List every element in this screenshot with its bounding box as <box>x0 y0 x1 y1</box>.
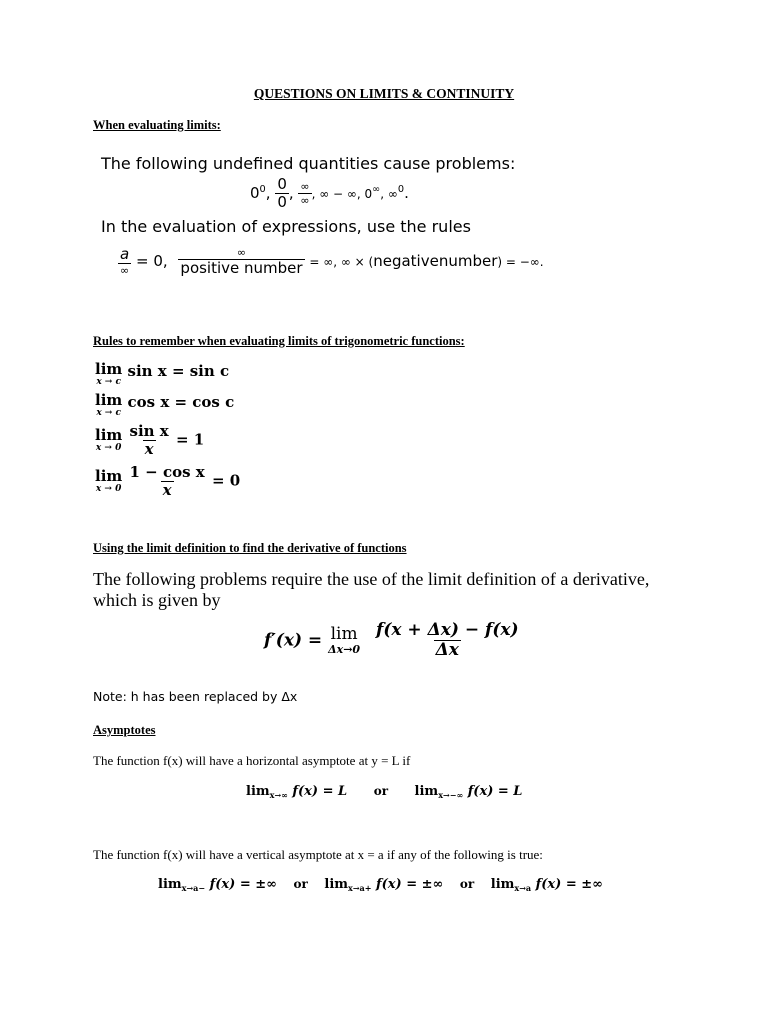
heading-derivative-definition: Using the limit definition to find the derivative of functions <box>93 541 407 555</box>
derivative-note: Note: h has been replaced by Δx <box>93 689 298 704</box>
horizontal-asymptote-condition: $\lim_{x\to\infty} f(x) = L$ or $\lim_{x\to-\infty} f(x) = L$ <box>246 784 523 800</box>
derivative-paragraph-line2: which is given by <box>93 590 221 610</box>
heading-evaluating-limits: When evaluating limits: <box>93 118 221 132</box>
derivative-paragraph-line1: The following problems require the use of the limit definition of a derivative, <box>93 569 650 589</box>
evaluation-rules-formula: $\frac{a}{\infty}$ = 0, $\frac{\infty}{\text{positive number}}$ = ∞, ∞ × (negativenumber) = −∞. <box>120 245 544 277</box>
undefined-quantities-list: $0^0$, $\frac{0}{0}$ , $\frac{\infty}{\infty}$ , ∞ − ∞, 0∞, ∞$^0$. <box>250 175 409 211</box>
document-title: QUESTIONS ON LIMITS & CONTINUITY <box>253 86 515 101</box>
heading-asymptotes: Asymptotes <box>93 723 156 737</box>
derivative-formula: f′(x) = lim Δx→0 $\frac{f(x + \Delta x) - f(x)}{\Delta x}$ <box>264 620 519 660</box>
trig-rule-sin: lim x → c sin x = sin c <box>95 360 230 387</box>
trig-rule-sinx-over-x: lim x → 0 $\frac{\text{sin x}}{x}$ = 1 <box>95 422 205 458</box>
evaluation-rules-line: In the evaluation of expressions, use the rules <box>101 217 471 236</box>
vertical-asymptote-text: The function f(x) will have a vertical asymptote at x = a if any of the following is true: <box>93 847 543 862</box>
heading-trig-limits: Rules to remember when evaluating limits of trigonometric functions: <box>93 334 465 348</box>
vertical-asymptote-conditions: $\lim_{x\to a-} f(x)$ = ±∞ or $\lim_{x\to a+} f(x)$ = ±∞ or $\lim_{x\to a} f(x)$ = ±∞ <box>158 877 603 893</box>
trig-rule-cosx: lim x → 0 $\frac{\text{1 − cos x}}{x}$ = 0 <box>95 463 241 499</box>
undefined-quantities-line: The following undefined quantities cause problems: <box>101 154 516 173</box>
trig-rule-cos: lim x → c cos x = cos c <box>95 391 235 418</box>
horizontal-asymptote-text: The function f(x) will have a horizontal asymptote at y = L if <box>93 753 411 768</box>
